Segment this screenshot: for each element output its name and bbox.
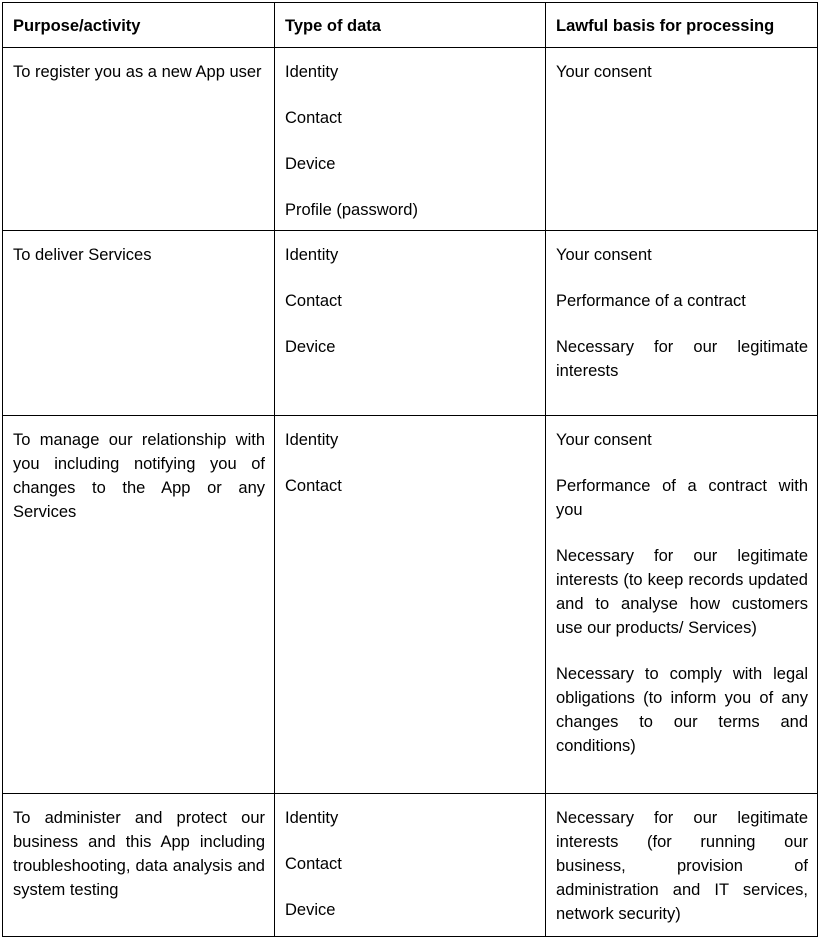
header-lawful-basis: Lawful basis for processing: [546, 3, 818, 48]
lawful-basis-table: [2, 2, 818, 937]
type-item: Identity: [285, 809, 339, 827]
type-item: Identity: [285, 431, 339, 449]
type-cell: [275, 794, 546, 937]
purpose-cell: [3, 794, 275, 937]
table-row: [3, 231, 818, 416]
type-item: Contact: [285, 855, 342, 873]
type-cell: [275, 416, 546, 794]
type-item: Contact: [285, 109, 342, 127]
purpose-text: To deliver Services: [13, 246, 152, 264]
basis-item: Your consent: [556, 431, 652, 449]
basis-item: Performance of a contract with you: [556, 477, 808, 519]
table-header-row: [3, 3, 818, 48]
type-item: Identity: [285, 246, 339, 264]
type-item: Contact: [285, 477, 342, 495]
basis-item: Necessary for our legitimate interests (to keep records updated and to analyse how customers use our products/ Services): [556, 547, 808, 637]
basis-cell: [546, 48, 818, 231]
type-item: Device: [285, 901, 336, 919]
basis-item: Performance of a contract: [556, 292, 746, 310]
header-purpose: Purpose/activity: [3, 3, 275, 48]
table-row: [3, 794, 818, 937]
basis-item: Necessary for our legitimate interests: [556, 338, 808, 380]
basis-item: Your consent: [556, 63, 652, 81]
purpose-text: To manage our relationship with you including notifying you of changes to the App or any Services: [13, 431, 265, 521]
table-row: [3, 416, 818, 794]
basis-cell: [546, 794, 818, 937]
type-cell: [275, 231, 546, 416]
header-type-of-data: Type of data: [275, 3, 546, 48]
purpose-cell: [3, 231, 275, 416]
basis-cell: [546, 416, 818, 794]
purpose-text: To administer and protect our business and this App including troubleshooting, data analysis and system testing: [13, 809, 265, 899]
purpose-cell: [3, 416, 275, 794]
type-item: Profile (password): [285, 201, 418, 219]
basis-item: Necessary to comply with legal obligations (to inform you of any changes to our terms and conditions): [556, 665, 808, 755]
basis-item: Your consent: [556, 246, 652, 264]
type-cell: [275, 48, 546, 231]
type-item: Device: [285, 155, 336, 173]
table-row: [3, 48, 818, 231]
purpose-cell: [3, 48, 275, 231]
basis-cell: [546, 231, 818, 416]
type-item: Device: [285, 338, 336, 356]
type-item: Contact: [285, 292, 342, 310]
purpose-text: To register you as a new App user: [13, 63, 262, 81]
basis-item: Necessary for our legitimate interests (for running our business, provision of administration and IT services, network security): [556, 809, 808, 923]
type-item: Identity: [285, 63, 339, 81]
